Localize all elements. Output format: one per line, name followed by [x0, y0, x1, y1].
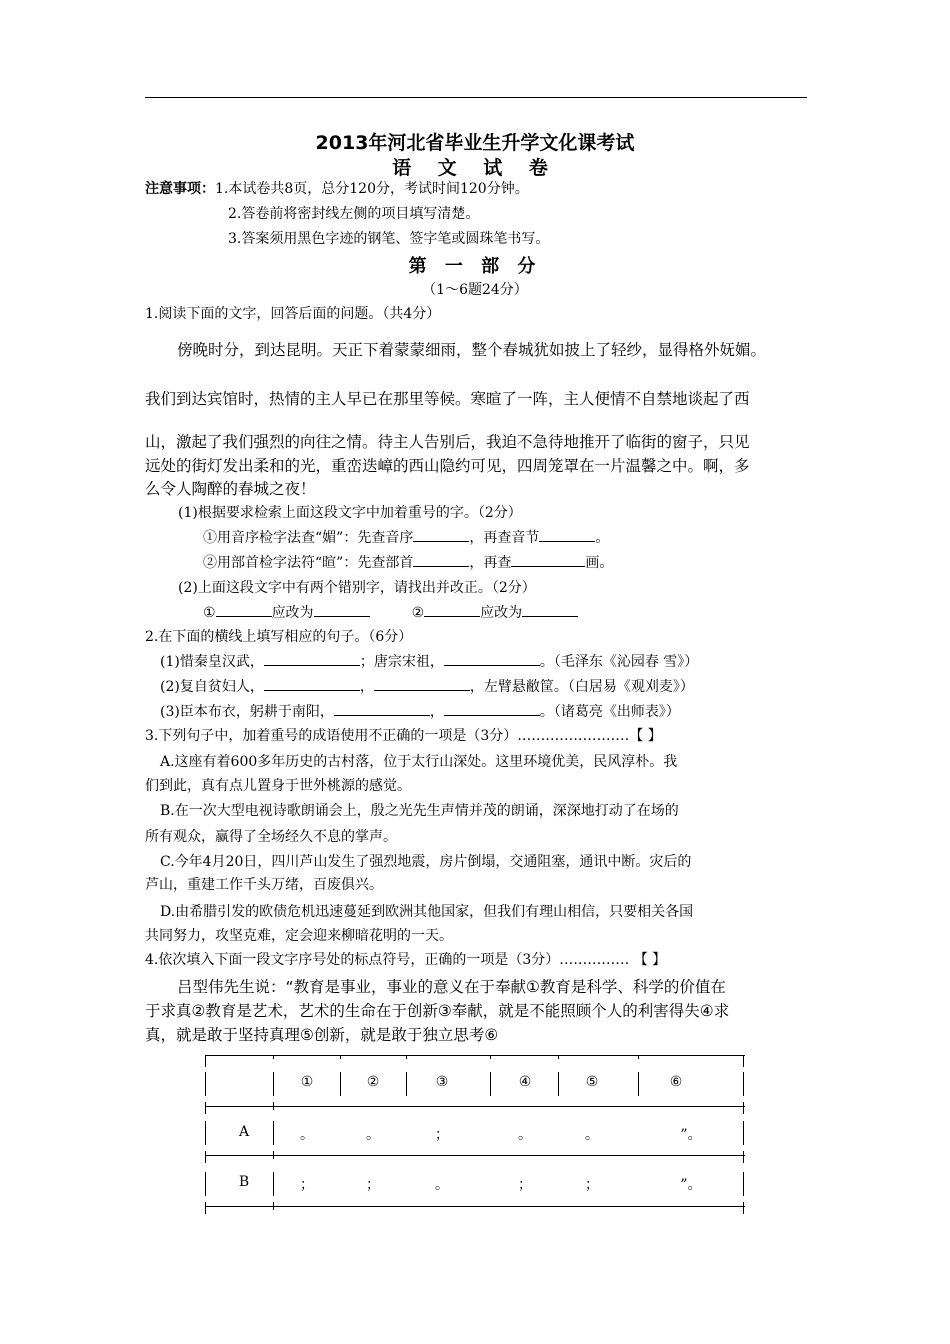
- answer-blank[interactable]: [444, 652, 540, 666]
- table-rule: [205, 1106, 745, 1107]
- q1-passage-line: 我们到达宾馆时，热情的主人早已在那里等候。寒暄了一阵，主人便情不自禁地谈起了西: [145, 390, 750, 408]
- answer-blank[interactable]: [216, 603, 272, 617]
- answer-blank[interactable]: [539, 528, 595, 542]
- q2-text: (1)惜秦皇汉武，: [160, 654, 264, 670]
- note-item: 2.答卷前将密封线左侧的项目填写清楚。: [228, 206, 480, 222]
- q3-option-b-cont: 所有观众，赢得了全场经久不息的掌声。: [145, 829, 397, 845]
- q2-line-3: [160, 701, 680, 721]
- table-cell: ；: [300, 1177, 314, 1193]
- q1-sub1a-text: ①用音序检字法查“媚”：先查音序: [203, 530, 414, 546]
- table-cell: A: [238, 1124, 250, 1140]
- note-item: 3.答案须用黑色字迹的钢笔、签字笔或圆珠笔书写。: [228, 231, 550, 247]
- table-cell: 。: [300, 1127, 314, 1143]
- q1-sub1b: [203, 552, 613, 572]
- q2-text: ，左臂悬敝筐。（白居易《观刈麦》）: [469, 679, 694, 695]
- q3-option-b: B.在一次大型电视诗歌朗诵会上，殷之光先生声情并茂的朗诵，深深地打动了在场的: [160, 803, 679, 819]
- answer-blank[interactable]: [314, 603, 370, 617]
- q4-passage-line: 真，就是敢于坚持真理⑤创新，就是敢于独立思考⑥: [145, 1026, 499, 1044]
- q2-text: (3)臣本布衣，躬耕于南阳，: [160, 704, 334, 720]
- q1-sub2a-text: 应改为: [271, 605, 314, 621]
- q2-text: ，: [429, 704, 444, 720]
- q1-sub1: (1)根据要求检索上面这段文字中加着重号的字。（2分）: [178, 505, 522, 521]
- q2-text: 。（毛泽东《沁园春 雪》）: [539, 654, 699, 670]
- q1-sub1a-text: ，再查音节: [469, 530, 540, 546]
- answer-blank[interactable]: [264, 677, 360, 691]
- q1-passage-line: 山，激起了我们强烈的向往之情。待主人告别后，我迫不急待地推开了临街的窗子，只见: [145, 433, 750, 451]
- table-header-cell: ①: [300, 1074, 314, 1090]
- table-header-cell: ⑤: [585, 1074, 599, 1090]
- answer-blank[interactable]: [424, 603, 480, 617]
- q2-line-2: [160, 676, 694, 696]
- q1-sub2a: [203, 602, 578, 622]
- punctuation-table: [205, 1055, 745, 1215]
- part-range: （1～6题24分）: [422, 282, 528, 298]
- answer-blank[interactable]: [444, 702, 540, 716]
- answer-blank[interactable]: [522, 603, 578, 617]
- table-cell: ”。: [680, 1127, 702, 1143]
- q1-sub2a-text: ②: [411, 605, 425, 621]
- note-item: 1.本试卷共8页，总分120分，考试时间120分钟。: [215, 181, 529, 197]
- table-cell: ；: [585, 1177, 599, 1193]
- q4-passage-line: 于求真②教育是艺术，艺术的生命在于创新③奉献，就是不能照顾个人的利害得失④求: [145, 1002, 730, 1020]
- table-rule: [205, 1155, 745, 1156]
- table-cell: ”。: [680, 1177, 702, 1193]
- table-header-cell: ④: [518, 1074, 532, 1090]
- q1-sub1b-text: ，再查: [469, 555, 512, 571]
- q1-sub1a: [203, 527, 609, 547]
- table-cell: 。: [518, 1127, 532, 1143]
- answer-blank[interactable]: [264, 652, 360, 666]
- table-cell: ；: [366, 1177, 380, 1193]
- exam-title: 2013年河北省毕业生升学文化课考试: [315, 132, 635, 154]
- q3-option-c: C.今年4月20日，四川芦山发生了强烈地震，房片倒塌，交通阻塞，通讯中断。灾后的: [160, 854, 692, 870]
- q2-text: 。（诸葛亮《出师表》）: [539, 704, 680, 720]
- q2-text: ，: [359, 679, 374, 695]
- table-header-cell: ⑥: [669, 1074, 683, 1090]
- notes-line-1: [145, 178, 529, 198]
- q3-stem: 3.下列句子中，加着重号的成语使用不正确的一项是（3分）……………………【 】: [145, 728, 662, 744]
- q1-sub1a-text: 。: [595, 530, 610, 546]
- q3-option-d: D.由希腊引发的欧债危机迅速蔓延到欧洲其他国家，但我们有理山相信，只要相关各国: [160, 904, 694, 920]
- answer-blank[interactable]: [374, 677, 470, 691]
- q2-text: ；唐宗宋祖，: [359, 654, 444, 670]
- q4-passage-line: 吕型伟先生说：“教育是事业，事业的意义在于奉献①教育是科学、科学的价值在: [177, 978, 726, 996]
- q1-passage-line: 么令人陶醉的春城之夜！: [145, 480, 316, 498]
- answer-blank[interactable]: [511, 553, 585, 567]
- q3-option-d-cont: 共同努力，攻坚克难，定会迎来柳暗花明的一天。: [145, 928, 453, 944]
- exam-subtitle: 语 文 试 卷: [392, 157, 558, 179]
- q2-text: (2)复自贫妇人，: [160, 679, 264, 695]
- table-cell: 。: [585, 1127, 599, 1143]
- table-cell: ；: [435, 1127, 449, 1143]
- q3-option-a-cont: 们到此，真有点儿置身于世外桃源的感觉。: [145, 778, 411, 794]
- table-cell: ；: [518, 1177, 532, 1193]
- q1-sub1b-text: 画。: [585, 555, 614, 571]
- notes-label: 注意事项：: [145, 181, 215, 197]
- table-rule: [205, 1206, 745, 1207]
- q3-option-a: A.这座有着600多年历史的古村落，位于太行山深处。这里环境优美，民风淳朴。我: [160, 754, 678, 770]
- q1-stem: 1.阅读下面的文字，回答后面的问题。（共4分）: [145, 306, 441, 322]
- q1-sub1b-text: ②用部首检字法符“暄”：先查部首: [203, 555, 414, 571]
- table-cell: B: [238, 1174, 250, 1190]
- q2-stem: 2.在下面的横线上填写相应的句子。（6分）: [145, 629, 413, 645]
- q1-passage-line: 远处的街灯发出柔和的光，重峦迭嶂的西山隐约可见，四周笼罩在一片温馨之中。啊，多: [145, 457, 750, 475]
- table-cell: 。: [366, 1127, 380, 1143]
- q2-line-1: [160, 651, 698, 671]
- answer-blank[interactable]: [413, 528, 469, 542]
- part-title: 第 一 部 分: [408, 256, 542, 277]
- q4-stem: 4.依次填入下面一段文字序号处的标点符号，正确的一项是（3分）…………… 【 】: [145, 952, 667, 968]
- q1-passage-line: 傍晚时分，到达昆明。天正下着蒙蒙细雨，整个春城犹如披上了轻纱，显得格外妩媚。: [177, 341, 767, 359]
- q1-sub2: (2)上面这段文字中有两个错别字，请找出并改正。（2分）: [178, 580, 536, 596]
- table-header-cell: ③: [435, 1074, 449, 1090]
- table-cell: 。: [435, 1177, 449, 1193]
- q3-option-c-cont: 芦山，重建工作千头万绪，百废俱兴。: [145, 877, 383, 893]
- header-rule: [145, 97, 807, 98]
- table-rule: [205, 1055, 745, 1056]
- answer-blank[interactable]: [413, 553, 469, 567]
- answer-blank[interactable]: [334, 702, 430, 716]
- table-header-cell: ②: [366, 1074, 380, 1090]
- q1-sub2a-text: ①: [203, 605, 216, 621]
- q1-sub2a-text: 应改为: [480, 605, 523, 621]
